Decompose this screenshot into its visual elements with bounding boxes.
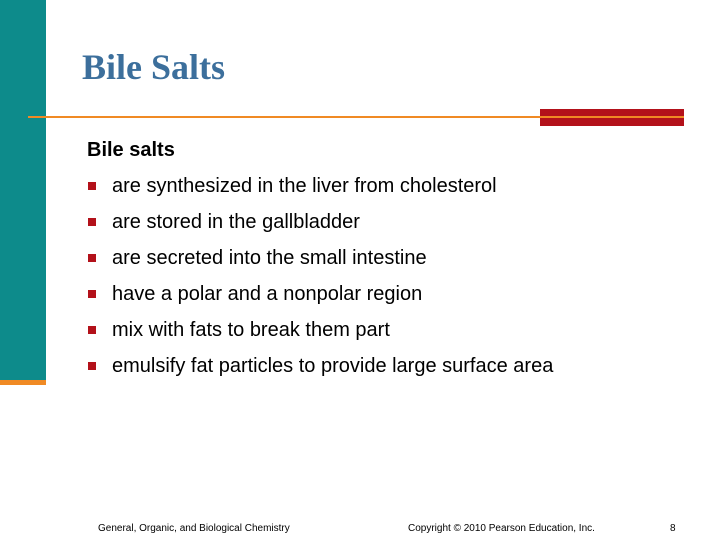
bullet-item: [87, 209, 707, 235]
bullet-text: emulsify fat particles to provide large surface area: [112, 355, 554, 377]
bullet-item: [87, 173, 707, 199]
slide-title: Bile Salts: [82, 47, 226, 87]
bullet-text: are secreted into the small intestine: [112, 247, 427, 269]
bullet-item: [87, 245, 707, 271]
bullet-text: are stored in the gallbladder: [112, 211, 360, 233]
square-bullet-icon: [88, 326, 96, 334]
title-rule: [28, 116, 540, 118]
left-decorative-bar: [0, 0, 46, 384]
slide-content: [87, 137, 707, 389]
square-bullet-icon: [88, 254, 96, 262]
footer-page-number: 8: [670, 523, 676, 534]
footer-course-title: General, Organic, and Biological Chemistry: [98, 523, 290, 534]
bullet-text: are synthesized in the liver from cholesterol: [112, 175, 497, 197]
square-bullet-icon: [88, 218, 96, 226]
bullet-list: [87, 173, 707, 379]
bullet-text: mix with fats to break them part: [112, 319, 390, 341]
bullet-item: [87, 317, 707, 343]
bullet-item: [87, 281, 707, 307]
square-bullet-icon: [88, 362, 96, 370]
square-bullet-icon: [88, 182, 96, 190]
footer-copyright: Copyright © 2010 Pearson Education, Inc.: [408, 523, 595, 534]
title-rule-red-block-line: [540, 116, 684, 118]
bullet-item: [87, 353, 707, 379]
left-bar-accent-line: [0, 380, 46, 385]
content-heading: Bile salts: [87, 139, 175, 161]
square-bullet-icon: [88, 290, 96, 298]
bullet-text: have a polar and a nonpolar region: [112, 283, 423, 305]
